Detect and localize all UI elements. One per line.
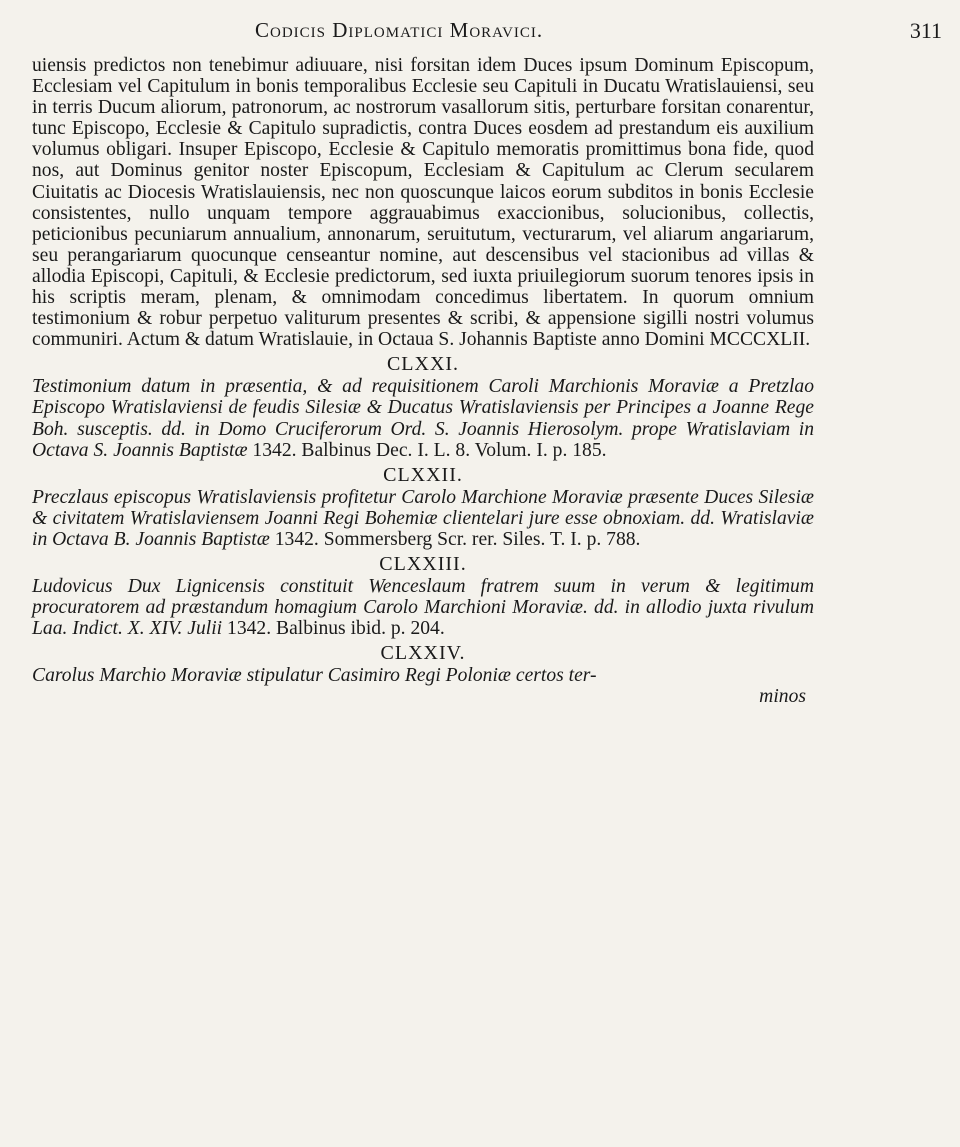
regest-source: 1342. Balbinus ibid. p. 204. (227, 618, 445, 640)
regest-text: Testimonium datum in præsentia, & ad requisitionem Caroli Marchionis Moraviæ a Pretzlao Episcopo Wratislaviensi de feudis Silesiæ & Ducatus Wratislaviensis per Principes a Joanne Rege Boh. susceptis. dd. in Domo Cruciferorum Ord. S. Joannis Hierosolym. prope Wratislaviam in Octava S. Joannis Baptistæ (32, 376, 814, 461)
page-header (0, 14, 960, 48)
regest-text: Carolus Marchio Moraviæ stipulatur Casimiro Regi Poloniæ certos ter- (32, 665, 597, 687)
regest-text: Ludovicus Dux Lignicensis constituit Wenceslaum fratrem suum in verum & legitimum procuratorem ad præstandum homagium Carolo Marchioni Moraviæ. dd. in allodio juxta rivulum Laa. Indict. X. XIV. Julii (32, 575, 814, 640)
regest-source: 1342. Sommersberg Scr. rer. Siles. T. I. p. 788. (274, 528, 641, 550)
entry-clxxi (32, 352, 814, 460)
catchword: minos (759, 686, 806, 708)
entry-number: CLXXIV. (380, 642, 466, 665)
page-number: 311 (909, 18, 942, 43)
running-head: Codicis Diplomatici Moravici. (255, 18, 544, 42)
entry-regest (32, 487, 814, 550)
entry-number: CLXXIII. (379, 552, 467, 575)
entry-regest (32, 665, 814, 686)
entry-clxxii (32, 463, 814, 550)
regest-text: Preczlaus episcopus Wratislaviensis profitetur Carolo Marchione Moraviæ præsente Duces Silesiæ & civitatem Wratislaviensem Joanni Regi Bohemiæ clientelari jure esse obnoxiam. dd. Wratislaviæ in Octava B. Joannis Baptistæ (32, 486, 814, 550)
entry-number: CLXXII. (383, 463, 463, 486)
entry-clxxiv (32, 641, 814, 707)
charter-body: uiensis predictos non tenebimur adiuuare, nisi forsitan idem Duces ipsum Dominum Episcopum, Ecclesiam vel Capitulum in bonis temporalibus Ecclesie seu Capituli in Ducatu Wratislauiensi, seu in terris Ducum aliorum, patronorum, ac nostrorum vasallorum sitis, perturbare forsitan conarentur, tunc Episcopo, Ecclesie & Capitulo supradictis, contra Duces eosdem ad prestandum eis auxilium volumus obligari. Insuper Episcopo, Ecclesie & Capitulo memoratis promittimus bona fide, quod nos, aut Dominus genitor noster Episcopum, Ecclesiam & Capitulum ac Clerum secularem Ciuitatis ac Diocesis Wratislauiensis, nec non quoscunque laicos eorum subditos in bonis Ecclesie consistentes, nullo unquam tempore aggrauabimus exaccionibus, solucionibus, collectis, peticionibus pecuniarum annualium, annonarum, seruitutum, vecturarum, vel aliarum angariarum, seu perangariarum quocunque censeantur nomine, aut descensibus vel stacionibus ad villas & allodia Episcopi, Capituli, & Ecclesie predictorum, sed iuxta priuilegiorum suorum tenores ipsis in his scriptis meram, plenam, & omnimodam concedimus libertatem. In quorum omnium testimonium & robur perpetuo valiturum presentes & scribi, & appensione sigilli nostri volumus communiri. Actum & datum Wratislauie, in Octaua S. Johannis Baptiste anno Domini MCCCXLII. (32, 55, 814, 351)
entry-regest (32, 576, 814, 639)
entry-clxxiii (32, 552, 814, 639)
entry-number: CLXXI. (386, 353, 460, 376)
regest-source: 1342. Balbinus Dec. I. L. 8. Volum. I. p. 185. (252, 439, 607, 461)
main-text (32, 55, 814, 709)
entry-regest (32, 376, 814, 460)
